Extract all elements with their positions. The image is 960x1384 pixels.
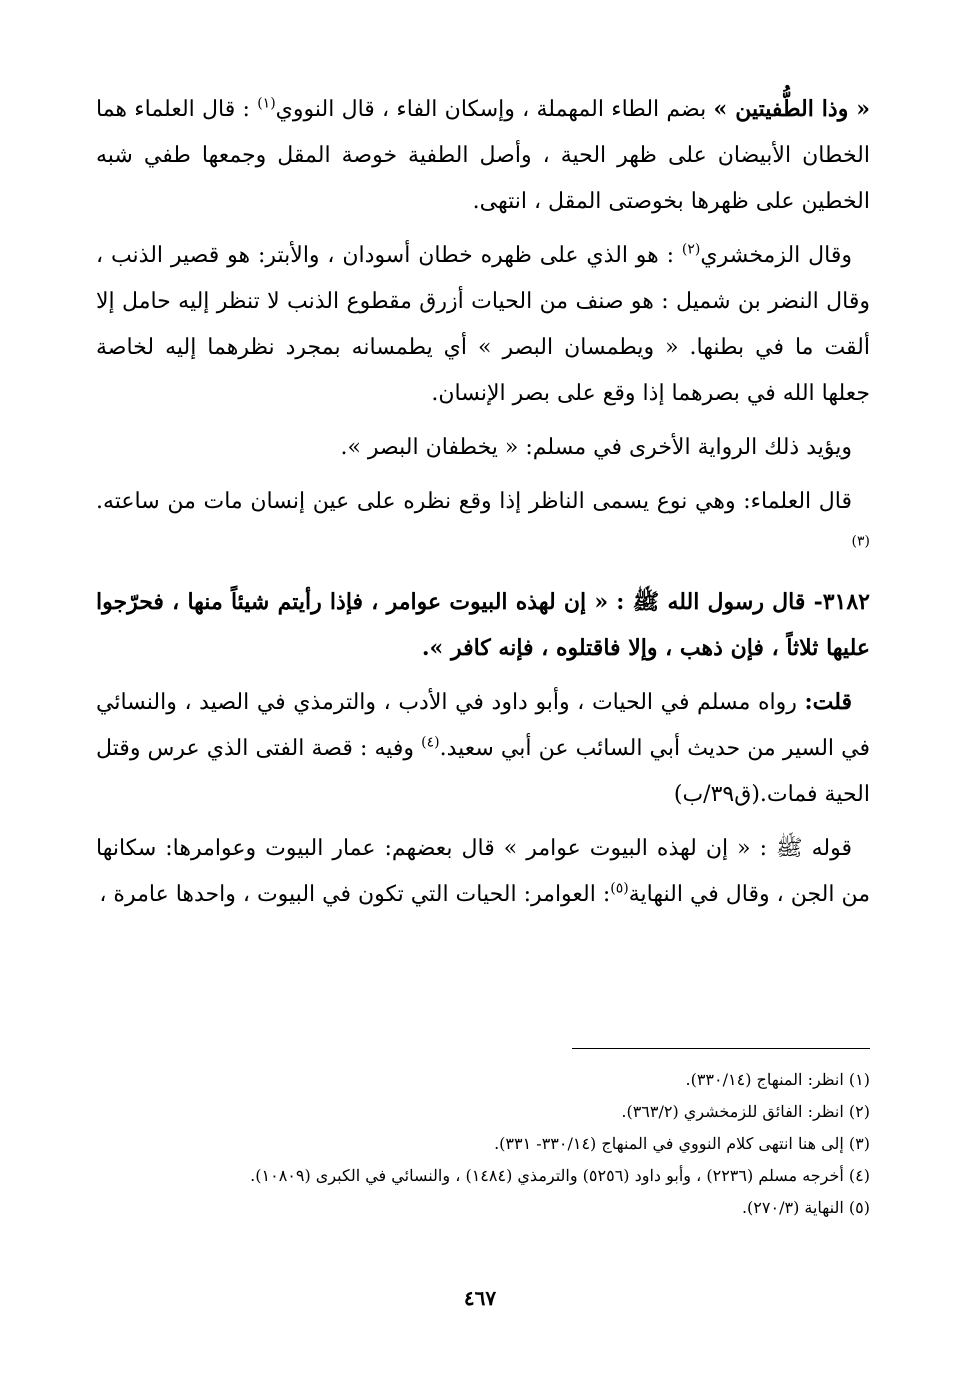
- text-run: رواه مسلم في الحيات ، وأبو داود في الأدب ، والترمذي في الصيد ، والنسائي في السير من حديث أبي السائب عن أبي سعيد.: [96, 690, 870, 761]
- footnote-ref-4: (٤): [421, 734, 440, 751]
- footnote-3: (٣) إلى هنا انتهى كلام النووي في المنهاج (٣٣٠/١٤- ٣٣١).: [494, 1134, 870, 1153]
- footnote-2: (٢) انظر: الفائق للزمخشري (٣٦٣/٢).: [621, 1102, 870, 1121]
- footnote-4: (٤) أخرجه مسلم (٢٢٣٦) ، وأبو داود (٥٢٥٦) والترمذي (١٤٨٤) ، والنسائي في الكبرى (١٠٨٠٩).: [250, 1166, 870, 1185]
- footnote-ref-2: (٢): [681, 241, 701, 258]
- text-run: قوله ﷺ : « إن لهذه البيوت عوامر » قال بعضهم: عمار البيوت وعوامرها: سكانها من الجن ، وقال في النهاية: [96, 836, 870, 907]
- paragraph-4: [96, 479, 870, 571]
- footnote-1: (١) انظر: المنهاج (٣٣٠/١٤).: [685, 1070, 870, 1089]
- paragraph-2: [96, 233, 870, 417]
- paragraph-1: [96, 86, 870, 225]
- hadith-text: ٣١٨٢- قال رسول الله ﷺ : « إن لهذه البيوت عوامر ، فإذا رأيتم شيئاً منها ، فحرّجوا عليها ثلاثاً ، فإن ذهب ، وإلا فاقتلوه ، فإنه كافر ».: [96, 589, 870, 661]
- footnote-5: (٥) النهاية (٢٧٠/٣).: [741, 1198, 870, 1217]
- headword: « وذا الطُّفيتين »: [713, 96, 870, 122]
- text-run: وفيه : قصة الفتى الذي عرس وقتل الحية فمات.(ق٣٩/ب): [96, 736, 870, 807]
- page-number: ٤٦٧: [463, 1286, 497, 1310]
- footnote-separator: [572, 1048, 870, 1049]
- paragraph-7: [96, 826, 870, 918]
- text-run: بضم الطاء المهملة ، وإسكان الفاء ، قال النووي: [275, 97, 714, 122]
- footnote-ref-1: (١): [257, 95, 276, 112]
- main-text: [96, 86, 870, 926]
- paragraph-3: ويؤيد ذلك الرواية الأخرى في مسلم: « يخطفان البصر ».: [340, 435, 852, 460]
- footnote-ref-5: (٥): [610, 880, 629, 897]
- footnotes: [96, 1064, 870, 1224]
- qultu-label: قلت:: [804, 689, 852, 715]
- footnote-ref-3: (٣): [851, 533, 870, 550]
- text-run: وقال الزمخشري: [700, 243, 852, 268]
- text-run: قال العلماء: وهي نوع يسمى الناظر إذا وقع نظره على عين إنسان مات من ساعته.: [96, 489, 852, 514]
- text-run: : قال العلماء هما الخطان الأبيضان على ظهر الحية ، وأصل الطفية خوصة المقل وجمعها طفي شبه الخطين على ظهرها بخوصتى المقل ، انتهى.: [96, 97, 870, 214]
- paragraph-6: [96, 679, 870, 818]
- text-run: : هو الذي على ظهره خطان أسودان ، والأبتر: هو قصير الذنب ، وقال النضر بن شميل : هو صنف من الحيات أزرق مقطوع الذنب لا تنظر إليه حامل إلا ألقت ما في بطنها. « ويطمسان البصر » أي يطمسانه بمجرد نظرهما إليه لخاصة جعلها الله في بصرهما إذا وقع على بصر الإنسان.: [96, 243, 870, 406]
- text-run: : العوامر: الحيات التي تكون في البيوت ، واحدها عامرة ،: [99, 882, 611, 907]
